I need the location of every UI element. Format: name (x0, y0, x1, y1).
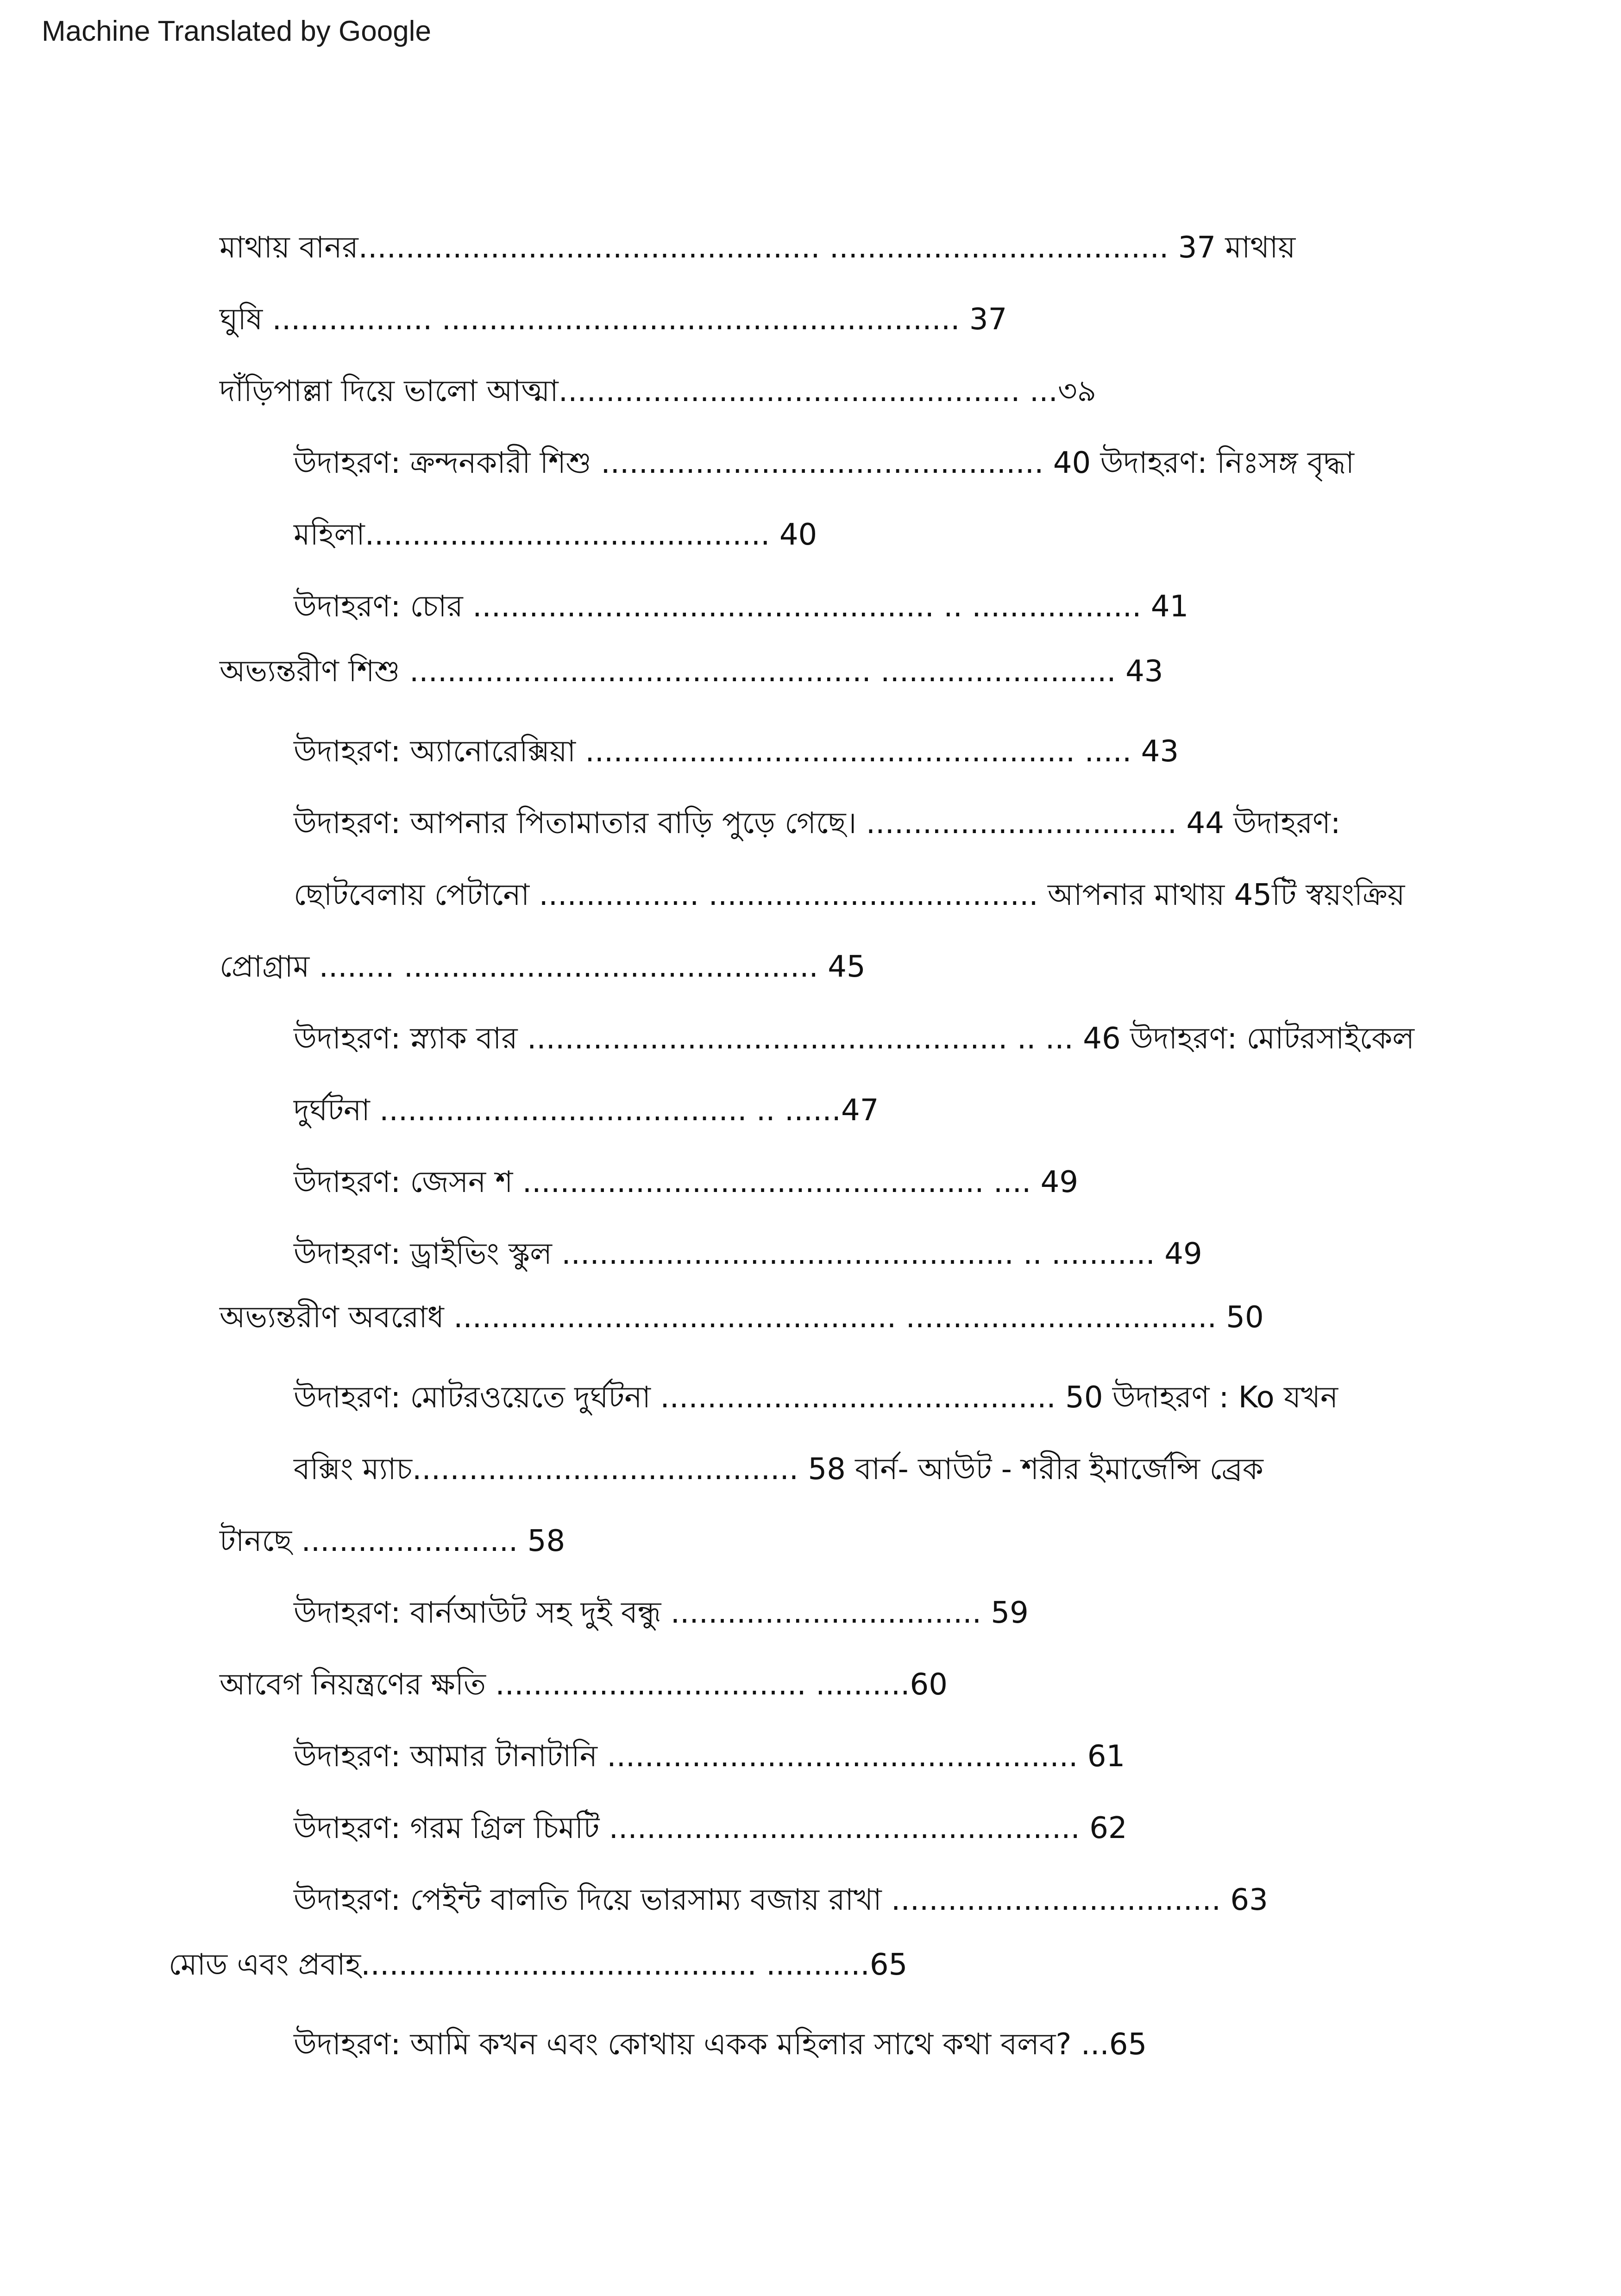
toc-line: উদাহরণ: চোর ................................................. .. .................. 41 (294, 590, 1189, 624)
toc-line: অভ্যন্তরীণ অবরোধ ............................................... ................................. 50 (220, 1300, 1264, 1335)
toc-line: মোড এবং প্রবাহ.......................................... ...........65 (169, 1948, 908, 1982)
toc-line: মহিলা........................................... 40 (294, 518, 817, 552)
toc-line: প্রোগ্রাম ........ ............................................ 45 (220, 950, 866, 984)
toc-line: ছোটবেলায় পেটানো ................. ................................... আপনার মাথায় 45টি স্বয়ংক্রিয় (294, 878, 1405, 912)
toc-line: উদাহরণ: অ্যানোরেক্সিয়া .................................................... ..... 43 (294, 734, 1179, 769)
toc-line: উদাহরণ: ক্রন্দনকারী শিশু ............................................... 40 উদাহরণ: নিঃসঙ্গ বৃদ্ধা (294, 446, 1354, 480)
toc-line: উদাহরণ: গরম গ্রিল চিমটি .................................................. 62 (294, 1811, 1127, 1845)
toc-line: উদাহরণ: আমার টানাটানি .................................................. 61 (294, 1739, 1125, 1774)
toc-line: উদাহরণ: স্ন্যাক বার ................................................... .. ... 46 উদাহরণ: মোটরসাইকেল (294, 1022, 1414, 1056)
toc-line: উদাহরণ: আমি কখন এবং কোথায় একক মহিলার সাথে কথা বলব? ...65 (294, 2027, 1147, 2062)
toc-line: টানছে ....................... 58 (220, 1524, 565, 1558)
toc-line: উদাহরণ: বার্নআউট সহ দুই বন্ধু ................................. 59 (294, 1596, 1029, 1630)
toc-line: বক্সিং ম্যাচ......................................... 58 বার্ন- আউট - শরীর ইমার্জেন্সি ব্রেক (294, 1452, 1263, 1487)
toc-line: দাঁড়িপাল্লা দিয়ে ভালো আত্মা................................................. ...৩৯ (220, 374, 1097, 408)
toc-line: মাথায় বানর................................................. .................................... 37 মাথায় (220, 231, 1296, 265)
toc-line: আবেগ নিয়ন্ত্রণের ক্ষতি ................................. ..........60 (220, 1668, 948, 1702)
toc-line: উদাহরণ: ড্রাইভিং স্কুল ................................................ .. ........... 49 (294, 1237, 1202, 1271)
toc-line: উদাহরণ: জেসন শ ................................................. .... 49 (294, 1165, 1079, 1199)
toc-line: উদাহরণ: পেইন্ট বালতি দিয়ে ভারসাম্য বজায় রাখা ................................... 63 (294, 1883, 1268, 1917)
toc-line: উদাহরণ: আপনার পিতামাতার বাড়ি পুড়ে গেছে। ................................. 44 উদাহরণ: (294, 806, 1341, 841)
toc-line: দুর্ঘটনা ....................................... .. ......47 (294, 1093, 879, 1128)
toc-line: উদাহরণ: মোটরওয়েতে দুর্ঘটনা .......................................... 50 উদাহরণ : Ko যখন (294, 1380, 1338, 1415)
toc-line: অভ্যন্তরীণ শিশু ................................................. ......................... 43 (220, 654, 1163, 689)
toc-line: ঘুষি ................. ....................................................... 37 (220, 302, 1007, 337)
machine-translation-banner: Machine Translated by Google (42, 15, 431, 47)
